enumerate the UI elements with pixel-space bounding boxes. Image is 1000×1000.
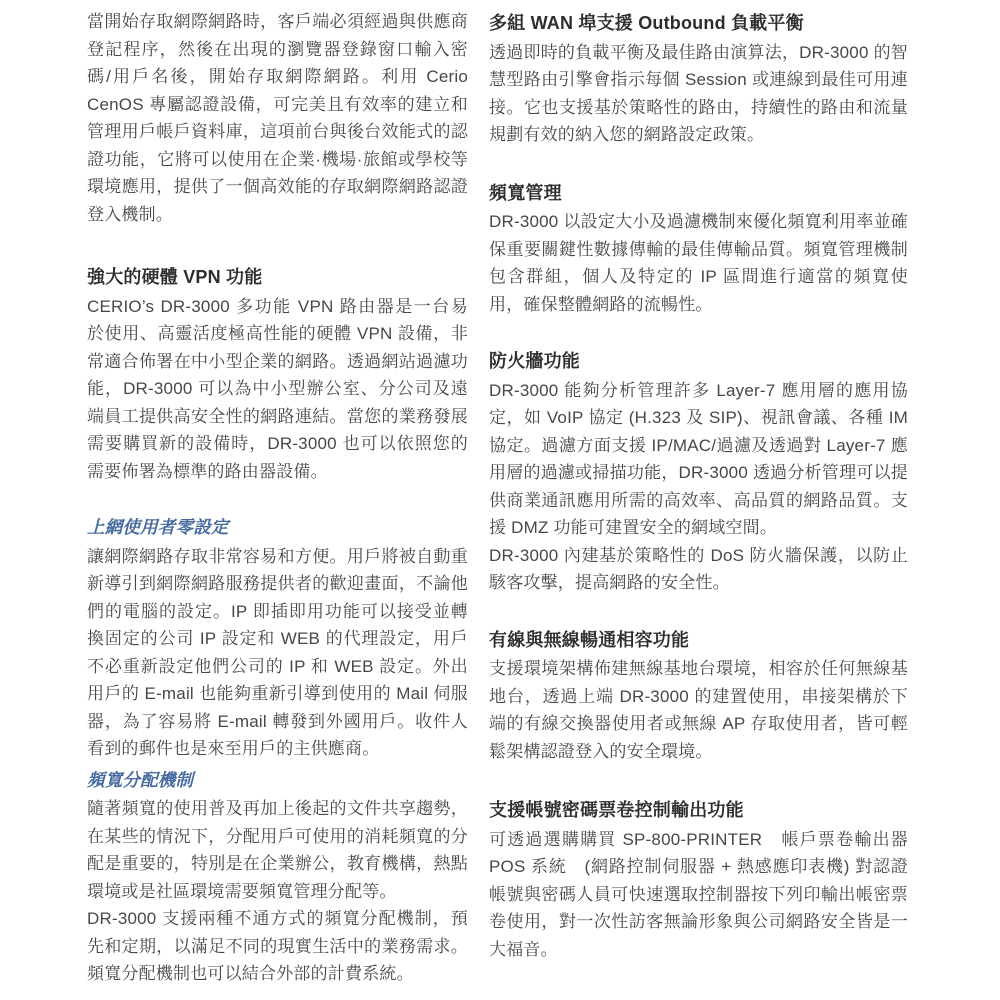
heading-wired-wireless-compat: 有線與無線暢通相容功能: [489, 629, 690, 650]
paragraph-wired-wireless-compat: 支援環境架構佈建無線基地台環境，相容於任何無線基地台，透過上端 DR-3000 的建置使用，串接架構於下端的有線交換器使用者或無線 AP 存取使用者，皆可輕鬆架構認證登入的安全環境。: [489, 659, 908, 761]
paragraph-bandwidth-management: DR-3000 以設定大小及過濾機制來優化頻寬利用率並確保重要關鍵性數據傳輸的最佳傳輸品質。頻寬管理機制包含群組，個人及特定的 IP 區間進行適當的頻寬使用，確保整體網路的流暢性。: [489, 212, 908, 314]
left-column: [87, 8, 468, 1000]
heading-bandwidth-allocation: 頻寬分配機制: [87, 769, 194, 790]
paragraph-ticket-output: 可透過選購購買 SP-800-PRINTER 帳戶票卷輸出器 POS 系統 (網路控制伺服器 + 熱感應印表機) 對認證帳號與密碼人員可快速選取控制器按下列印輸出帳密票卷使用，對一次性訪客無論形象與公司網路安全皆是一大福音。: [489, 829, 908, 959]
intro-paragraph: 當開始存取網際網路時，客戶端必須經過與供應商登記程序，然後在出現的瀏覽器登錄窗口輸入密碼/用戶名後，開始存取網際網路。利用 Cerio CenOS 專屬認證設備，可完美且有效率的建立和管理用戶帳戶資料庫，這項前台與後台效能式的認證功能，它將可以使用在企業·機場·旅館或學校等環境應用，提供了一個高效能的存取網際網路認證登入機制。: [87, 12, 468, 224]
heading-ticket-output: 支援帳號密碼票卷控制輸出功能: [489, 800, 744, 820]
paragraph-wan-load-balance: 透過即時的負載平衡及最佳路由演算法，DR-3000 的智慧型路由引擎會指示每個 Session 或連線到最佳可用連接。它也支援基於策略性的路由，持續性的路由和流量規劃有效的納入您的網路設定政策。: [489, 42, 908, 144]
paragraph-firewall-1: DR-3000 能夠分析管理許多 Layer-7 應用層的應用協定，如 VoIP 協定 (H.323 及 SIP)、視訊會議、各種 IM 協定。過濾方面支援 IP/MAC/過濾及透過對 Layer-7 應用層的過濾或掃描功能，DR-3000 透過分析管理可以提供商業通訊應用所需的高效率、高品質的網路品質。支援 DMZ 功能可建置安全的網域空間。: [489, 380, 908, 537]
heading-wan-load-balance: 多組 WAN 埠支援 Outbound 負載平衡: [489, 13, 804, 33]
heading-firewall: 防火牆功能: [489, 351, 580, 371]
heading-zero-config: 上網使用者零設定: [87, 517, 229, 537]
paragraph-zero-config: 讓網際網路存取非常容易和方便。用戶將被自動重新導引到網際網路服務提供者的歡迎畫面，不論他們的電腦的設定。IP 即插即用功能可以接受並轉換固定的公司 IP 設定和 WEB 的代理設定，用戶不必重新設定他們公司的 IP 和 WEB 設定。外出用戶的 E-mail 也能夠重新引導到使用的 Mail 伺服器，為了容易將 E-mail 轉發到外國用戶。收件人看到的郵件也是來至用戶的主供應商。: [87, 546, 468, 758]
paragraph-firewall-2: DR-3000 內建基於策略性的 DoS 防火牆保護，以防止駭客攻擊，提高網路的安全性。: [489, 545, 908, 592]
heading-bandwidth-management: 頻寬管理: [489, 182, 562, 203]
paragraph-hardware-vpn: CERIO’s DR-3000 多功能 VPN 路由器是一台易於使用、高靈活度極高性能的硬體 VPN 設備，非常適合佈署在中小型企業的網路。透過網站過濾功能，DR-3000 可以為中小型辦公室、分公司及遠端員工提供高安全性的網路連結。當您的業務發展需要購買新的設備時，DR-3000 也可以依照您的需要佈署為標準的路由器設備。: [87, 296, 468, 481]
paragraph-bandwidth-allocation-2: DR-3000 支援兩種不通方式的頻寬分配機制，預先和定期，以滿足不同的現實生活中的業務需求。頻寬分配機制也可以結合外部的計費系統。: [87, 909, 468, 983]
right-column: [489, 8, 908, 1000]
paragraph-bandwidth-allocation-1: 隨著頻寬的使用普及再加上後起的文件共享趨勢，在某些的情況下，分配用戶可使用的消耗頻寬的分配是重要的，特別是在企業辦公，教育機構，熱點環境或是社區環境需要頻寬管理分配等。: [87, 799, 468, 901]
heading-hardware-vpn: 強大的硬體 VPN 功能: [87, 267, 263, 287]
